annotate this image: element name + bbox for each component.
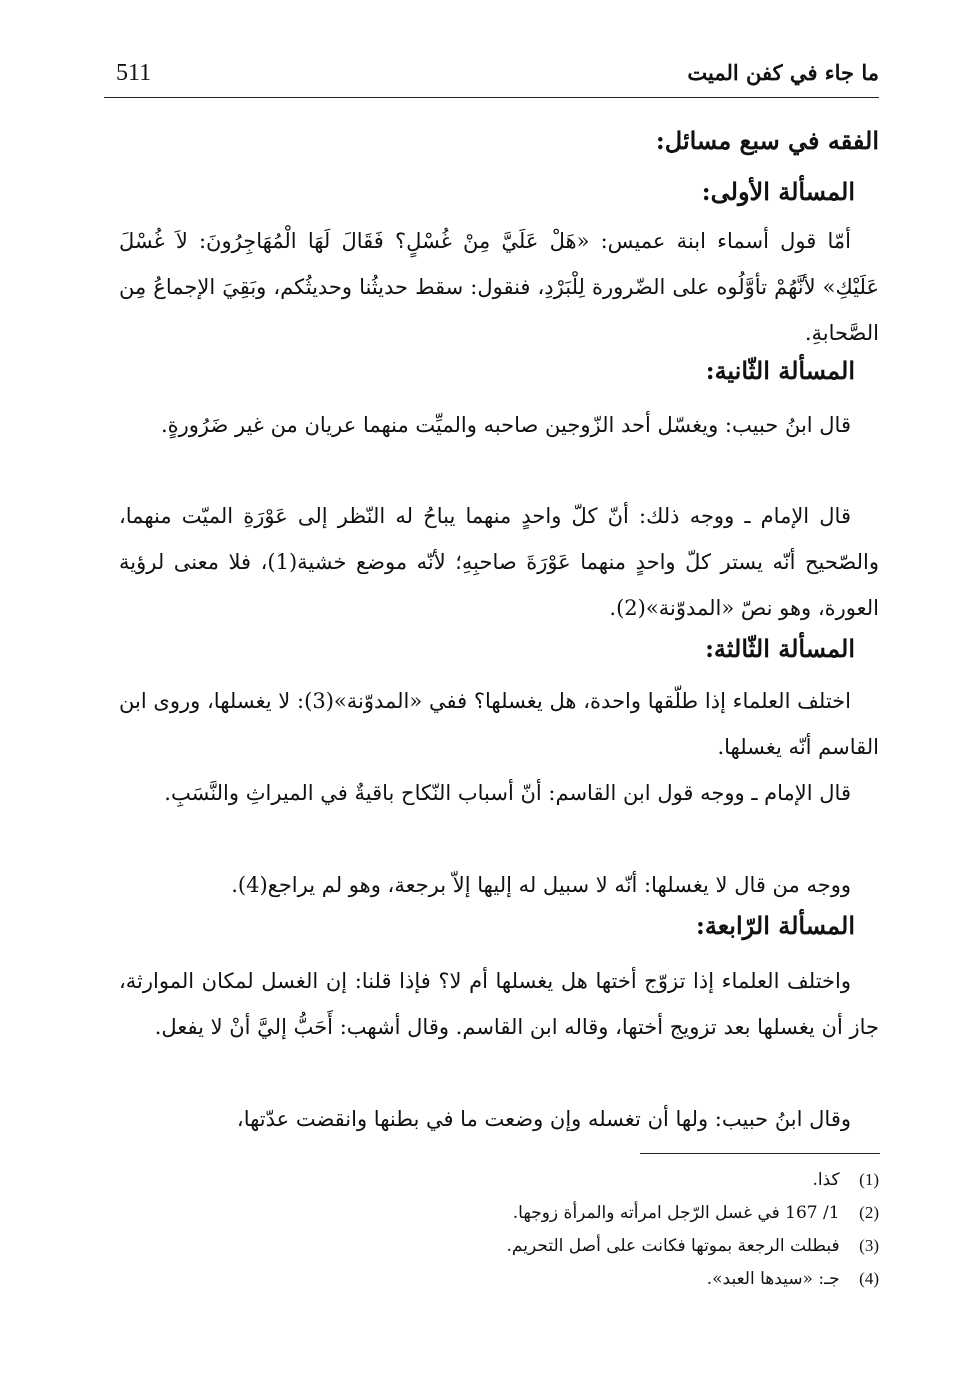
running-header-title: ما جاء في كفن الميت (687, 60, 879, 85)
footnote-text: 1/ 167 في غسل الرّجل امرأته والمرأة زوجها. (512, 1203, 840, 1223)
issue-2-paragraph-2: قال الإمام ـ ووجه ذلك: أنّ كلّ واحدٍ منهما يباحُ له النّظر إلى عَوْرَةِ الميّت منهما، والصّحيح أنّه يستر كلّ واحدٍ منهما عَوْرَةَ صاحبِهِ؛ لأنّه موضع خشية(1)، فلا معنى لرؤية العورة، وهو نصّ «المدوّنة»(2). (119, 504, 880, 620)
issue-4-paragraph-2: وقال ابنُ حبيب: ولها أن تغسله وإن وضعت ما في بطنها وانقضت عدّتها، (236, 1107, 851, 1131)
issue-3-paragraph-2: قال الإمام ـ ووجه قول ابن القاسم: أنّ أسباب النّكاح باقيةٌ في الميراثِ والنَّسَبِ. (164, 781, 851, 805)
footnote-3 (119, 1236, 879, 1256)
issue-3-heading: المسألة الثّالثة: (705, 634, 855, 663)
footnote-1 (119, 1170, 879, 1190)
issue-3-paragraph-3: ووجه من قال لا يغسلها: أنّه لا سبيل له إليها إلاّ برجعة، وهو لم يراجع(4). (231, 873, 851, 897)
footnote-number: (4) (859, 1269, 879, 1288)
footnote-number: (1) (859, 1170, 879, 1189)
issue-4-heading: المسألة الرّابعة: (696, 911, 855, 940)
issue-3-paragraph-1: اختلف العلماء إذا طلّقها واحدة، هل يغسلها؟ ففي «المدوّنة»(3): لا يغسلها، وروى ابن القاسم أنّه يغسلها. (119, 689, 879, 759)
footnote-number: (2) (859, 1203, 879, 1222)
issue-2-paragraph-1: قال ابنُ حبيب: ويغسّل أحد الزّوجين صاحبه والميِّت منهما عريان من غير ضَرُورةٍ. (160, 413, 851, 437)
page-number: 511 (116, 60, 152, 86)
footnote-text: كذا. (812, 1170, 840, 1190)
issue-4-paragraph-1: واختلف العلماء إذا تزوّج أختها هل يغسلها أم لا؟ فإذا قلنا: إن الغسل لمكان الموارثة، جاز أن يغسلها بعد تزويج أختها، وقاله ابن القاسم. وقال أشهب: أَحَبُّ إليَّ أنْ لا يفعل. (119, 969, 879, 1039)
section-heading: الفقه في سبع مسائل: (655, 126, 879, 155)
footnote-4 (119, 1269, 879, 1289)
footnote-text: جـ: «سيدها العبد». (706, 1269, 840, 1289)
footnote-number: (3) (859, 1236, 879, 1255)
issue-2-heading: المسألة الثّانية: (705, 356, 855, 385)
footnote-2 (119, 1203, 879, 1223)
header-rule (104, 97, 879, 98)
issue-1-paragraph: أمّا قول أسماء ابنة عميس: «هَلْ عَلَيَّ مِنْ غُسْلٍ؟ فَقَالَ لَهَا الْمُهَاجِرُونَ: لاَ غُسْلَ عَلَيْكِ» لأنَّهُمْ تأوَّلُوه على الضّرورة لِلْبَرْدِ، فنقول: سقط حديثُنا وحديثُكم، وبَقِيَ الإجماعُ مِن الصَّحابةِ. (119, 229, 879, 345)
footnote-rule (640, 1153, 880, 1154)
issue-1-heading: المسألة الأولى: (701, 177, 855, 206)
footnote-text: فبطلت الرجعة بموتها فكانت على أصل التحريم. (506, 1236, 840, 1256)
